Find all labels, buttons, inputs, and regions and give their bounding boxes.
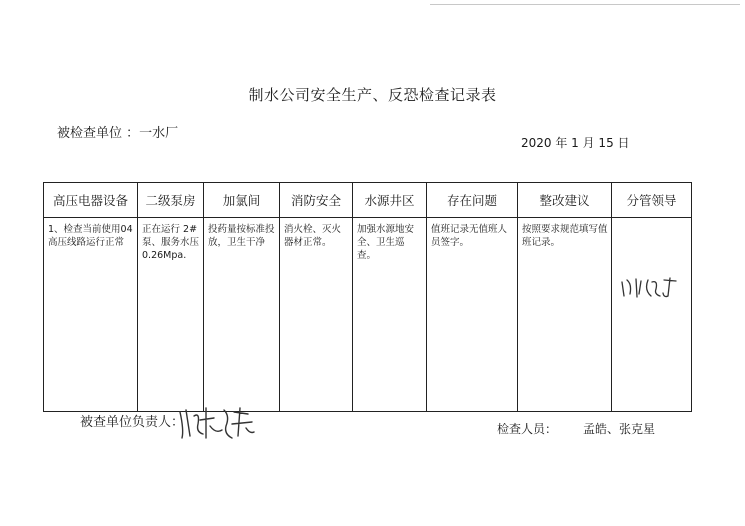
inspection-date: 2020 年 1 月 15 日	[521, 136, 630, 150]
responsible-label: 被查单位负责人：	[80, 415, 185, 430]
responsible-signature	[176, 402, 258, 444]
cell-suggestions: 按照要求规范填写值班记录。	[518, 218, 612, 412]
table-row	[44, 218, 692, 412]
inspected-unit-label: 被检查单位 ：	[57, 126, 140, 141]
cell-water-source-wells: 加强水源地安全、卫生巡查。	[353, 218, 427, 412]
inspection-table	[43, 182, 692, 412]
cell-fire-safety: 消火栓、灭火器材正常。	[280, 218, 353, 412]
header-fire-safety: 消防安全	[280, 183, 353, 218]
inspected-unit-line	[57, 122, 178, 141]
cell-leader	[612, 218, 692, 412]
cell-high-voltage: 1、检查当前使用04 高压线路运行正常	[44, 218, 138, 412]
header-water-source-wells: 水源井区	[353, 183, 427, 218]
cell-pump-room: 正在运行 2#泵、服务水压0.26Mpa.	[138, 218, 204, 412]
cell-problems: 值班记录无值班人员签字。	[427, 218, 518, 412]
inspectors-names: 孟皓、张克星	[583, 422, 656, 436]
header-suggestions: 整改建议	[518, 183, 612, 218]
scan-artifact-line	[430, 4, 740, 5]
form-title: 制水公司安全生产、反恐检查记录表	[248, 86, 497, 104]
header-high-voltage: 高压电器设备	[44, 183, 138, 218]
header-chlorination-room: 加氯间	[204, 183, 280, 218]
header-leader: 分管领导	[612, 183, 692, 218]
cell-chlorination-room: 投药量按标准投放，卫生干净	[204, 218, 280, 412]
header-pump-room: 二级泵房	[138, 183, 204, 218]
inspected-unit-value: 一水厂	[139, 126, 179, 141]
table-header-row	[44, 183, 692, 218]
inspectors-label: 检查人员：	[497, 422, 558, 436]
header-problems: 存在问题	[427, 183, 518, 218]
leader-signature	[618, 274, 680, 302]
